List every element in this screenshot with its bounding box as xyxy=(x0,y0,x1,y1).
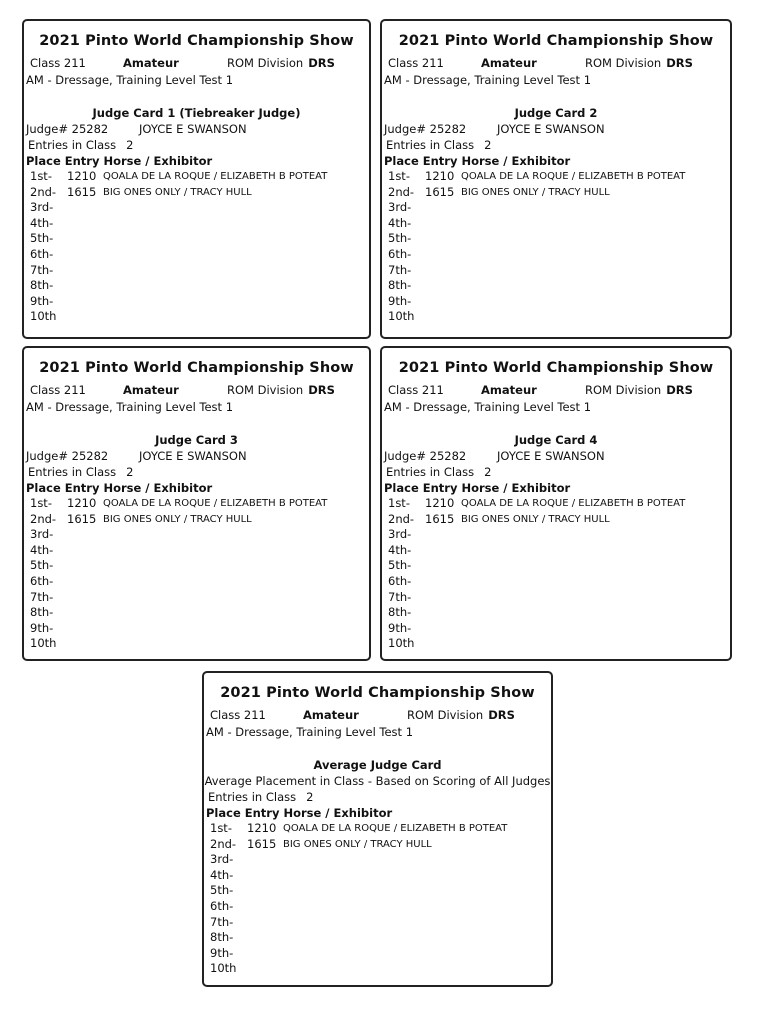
entries-label: Entries in Class xyxy=(386,465,475,479)
placing-row xyxy=(210,899,236,915)
placing-row xyxy=(210,915,236,931)
horse-exhibitor: QOALA DE LA ROQUE / ELIZABETH B POTEAT xyxy=(103,498,328,509)
placing-row xyxy=(388,511,610,528)
place-label: 10th xyxy=(388,309,415,324)
class-label: Class 211 xyxy=(388,56,444,70)
division-label: ROM Division xyxy=(227,383,304,397)
place-label: 2nd- xyxy=(30,184,57,199)
placing-row xyxy=(388,278,414,294)
horse-exhibitor: BIG ONES ONLY / TRACY HULL xyxy=(283,838,432,850)
division-code: DRS xyxy=(488,708,515,722)
class-description: AM - Dressage, Training Level Test 1 xyxy=(26,73,234,87)
placing-row xyxy=(388,231,414,247)
placing-row xyxy=(210,852,236,868)
place-label: 4th- xyxy=(30,542,54,557)
judge-line xyxy=(384,449,605,463)
placing-row xyxy=(388,216,414,232)
horse-exhibitor: BIG ONES ONLY / TRACY HULL xyxy=(461,513,610,525)
placing-row xyxy=(388,636,414,652)
placing-row xyxy=(388,605,414,621)
entries-label: Entries in Class xyxy=(208,790,297,804)
placing-row xyxy=(210,821,508,837)
placing-row xyxy=(30,527,56,543)
place-label: 4th- xyxy=(210,867,234,882)
place-label: 1st- xyxy=(388,496,410,510)
placing-row xyxy=(388,263,414,279)
placing-row xyxy=(30,200,56,216)
average-judge-card xyxy=(202,671,553,987)
place-label: 6th- xyxy=(30,573,54,588)
judge-name: JOYCE E SWANSON xyxy=(139,449,247,463)
place-label: 9th- xyxy=(30,293,54,308)
judge-number: Judge# 25282 xyxy=(384,449,467,463)
class-description: AM - Dressage, Training Level Test 1 xyxy=(384,73,592,87)
placing-row xyxy=(388,558,414,574)
column-header: Place Entry Horse / Exhibitor xyxy=(206,806,393,820)
placing-row xyxy=(30,247,56,263)
place-label: 7th- xyxy=(30,589,54,604)
placing-row xyxy=(30,184,252,201)
division xyxy=(585,383,693,397)
place-label: 1st- xyxy=(388,169,410,183)
placings-list xyxy=(388,169,686,325)
placing-row xyxy=(30,558,56,574)
placing-row xyxy=(388,621,414,637)
place-label: 8th- xyxy=(30,278,54,293)
entry-number: 1615 xyxy=(67,184,97,199)
place-label: 1st- xyxy=(210,821,232,835)
place-label: 5th- xyxy=(210,883,234,898)
division-code: DRS xyxy=(666,56,693,70)
entries-line xyxy=(386,465,491,479)
placing-row xyxy=(210,883,236,899)
place-label: 5th- xyxy=(388,231,412,246)
placing-row xyxy=(30,263,56,279)
placings-list xyxy=(210,821,508,977)
entries-line xyxy=(28,465,133,479)
placing-row xyxy=(30,496,328,512)
judge-card-title: Judge Card 3 xyxy=(155,433,238,447)
placing-row xyxy=(30,169,328,185)
division xyxy=(227,383,335,397)
place-label: 7th- xyxy=(30,262,54,277)
place-label: 5th- xyxy=(30,558,54,573)
place-label: 3rd- xyxy=(210,852,234,867)
show-title: 2021 Pinto World Championship Show xyxy=(398,360,714,376)
placing-row xyxy=(388,496,686,512)
placing-row xyxy=(388,200,414,216)
place-label: 5th- xyxy=(388,558,412,573)
entry-number: 1210 xyxy=(247,821,277,835)
place-label: 1st- xyxy=(30,169,52,183)
placings-list xyxy=(388,496,686,652)
place-label: 8th- xyxy=(388,278,412,293)
placings-list xyxy=(30,496,328,652)
show-title: 2021 Pinto World Championship Show xyxy=(39,360,354,376)
place-label: 9th- xyxy=(210,945,234,960)
horse-exhibitor: QOALA DE LA ROQUE / ELIZABETH B POTEAT xyxy=(461,498,686,509)
place-label: 7th- xyxy=(388,589,412,604)
placing-row xyxy=(30,605,56,621)
show-title: 2021 Pinto World Championship Show xyxy=(220,685,535,701)
entries-count: 2 xyxy=(306,790,314,804)
column-header: Place Entry Horse / Exhibitor xyxy=(26,481,213,495)
entry-number: 1210 xyxy=(67,496,97,510)
class-label: Class 211 xyxy=(30,383,86,397)
judge-number: Judge# 25282 xyxy=(26,122,109,136)
division-label: ROM Division xyxy=(585,383,662,397)
placing-row xyxy=(30,278,56,294)
division xyxy=(585,56,693,70)
place-label: 8th- xyxy=(30,605,54,620)
placing-row xyxy=(210,946,236,962)
class-type: Amateur xyxy=(123,56,179,70)
placing-row xyxy=(388,543,414,559)
entry-number: 1615 xyxy=(425,511,455,526)
placing-row xyxy=(30,309,56,325)
class-row xyxy=(30,383,335,397)
entry-number: 1210 xyxy=(425,496,455,510)
placing-row xyxy=(388,184,610,201)
judge-name: JOYCE E SWANSON xyxy=(497,449,605,463)
placing-row xyxy=(30,574,56,590)
place-label: 4th- xyxy=(388,542,412,557)
place-label: 4th- xyxy=(30,215,54,230)
place-label: 10th xyxy=(30,309,57,324)
place-label: 6th- xyxy=(30,246,54,261)
entries-count: 2 xyxy=(126,465,134,479)
placing-row xyxy=(388,309,414,325)
entry-number: 1615 xyxy=(425,184,455,199)
class-label: Class 211 xyxy=(388,383,444,397)
entry-number: 1615 xyxy=(67,511,97,526)
class-label: Class 211 xyxy=(210,708,266,722)
entries-line xyxy=(208,790,313,804)
judge-name: JOYCE E SWANSON xyxy=(497,122,605,136)
place-label: 9th- xyxy=(388,620,412,635)
entries-line xyxy=(28,138,133,152)
place-label: 4th- xyxy=(388,215,412,230)
entries-count: 2 xyxy=(484,138,492,152)
class-type: Amateur xyxy=(481,383,537,397)
division-code: DRS xyxy=(308,56,335,70)
show-title: 2021 Pinto World Championship Show xyxy=(398,33,714,49)
class-type: Amateur xyxy=(123,383,179,397)
horse-exhibitor: BIG ONES ONLY / TRACY HULL xyxy=(103,513,252,525)
division xyxy=(407,708,515,722)
place-label: 2nd- xyxy=(388,511,415,526)
division-label: ROM Division xyxy=(585,56,662,70)
judge-card-title: Judge Card 2 xyxy=(514,106,598,120)
place-label: 6th- xyxy=(388,246,412,261)
placing-row xyxy=(388,590,414,606)
column-header: Place Entry Horse / Exhibitor xyxy=(26,154,213,168)
placings-list xyxy=(30,169,328,325)
judge-number: Judge# 25282 xyxy=(26,449,109,463)
place-label: 2nd- xyxy=(210,836,237,851)
column-header: Place Entry Horse / Exhibitor xyxy=(384,481,571,495)
judge-line xyxy=(26,449,247,463)
class-row xyxy=(388,383,693,397)
division-label: ROM Division xyxy=(407,708,484,722)
placing-row xyxy=(210,836,432,853)
entries-label: Entries in Class xyxy=(386,138,475,152)
judge-card-title: Average Judge Card xyxy=(313,758,442,772)
entry-number: 1210 xyxy=(425,169,455,183)
place-label: 3rd- xyxy=(30,527,54,542)
placing-row xyxy=(30,294,56,310)
entries-label: Entries in Class xyxy=(28,138,117,152)
place-label: 10th xyxy=(388,636,415,651)
place-label: 3rd- xyxy=(388,200,412,215)
place-label: 2nd- xyxy=(388,184,415,199)
horse-exhibitor: BIG ONES ONLY / TRACY HULL xyxy=(461,186,610,198)
class-description: AM - Dressage, Training Level Test 1 xyxy=(384,400,592,414)
place-label: 8th- xyxy=(388,605,412,620)
entry-number: 1210 xyxy=(67,169,97,183)
place-label: 10th xyxy=(210,961,237,976)
judge-number: Judge# 25282 xyxy=(384,122,467,136)
class-description: AM - Dressage, Training Level Test 1 xyxy=(26,400,234,414)
place-label: 8th- xyxy=(210,930,234,945)
placing-row xyxy=(210,930,236,946)
placing-row xyxy=(30,543,56,559)
horse-exhibitor: QOALA DE LA ROQUE / ELIZABETH B POTEAT xyxy=(103,171,328,182)
placing-row xyxy=(388,169,686,185)
horse-exhibitor: QOALA DE LA ROQUE / ELIZABETH B POTEAT xyxy=(461,171,686,182)
place-label: 3rd- xyxy=(30,200,54,215)
judge-line xyxy=(384,122,605,136)
judge-card-4 xyxy=(380,346,732,661)
judge-card-title: Judge Card 4 xyxy=(514,433,598,447)
show-title: 2021 Pinto World Championship Show xyxy=(39,33,354,49)
place-label: 6th- xyxy=(388,573,412,588)
place-label: 7th- xyxy=(388,262,412,277)
entry-number: 1615 xyxy=(247,836,277,851)
division xyxy=(227,56,335,70)
place-label: 5th- xyxy=(30,231,54,246)
placing-row xyxy=(388,574,414,590)
class-label: Class 211 xyxy=(30,56,86,70)
horse-exhibitor: QOALA DE LA ROQUE / ELIZABETH B POTEAT xyxy=(283,823,508,834)
place-label: 1st- xyxy=(30,496,52,510)
column-header: Place Entry Horse / Exhibitor xyxy=(384,154,571,168)
placing-row xyxy=(30,231,56,247)
class-type: Amateur xyxy=(303,708,359,722)
placing-row xyxy=(388,294,414,310)
placing-row xyxy=(30,590,56,606)
division-label: ROM Division xyxy=(227,56,304,70)
judge-line xyxy=(26,122,247,136)
entries-label: Entries in Class xyxy=(28,465,117,479)
judge-name: JOYCE E SWANSON xyxy=(139,122,247,136)
judge-card-3 xyxy=(22,346,371,661)
placing-row xyxy=(210,868,236,884)
class-row xyxy=(388,56,693,70)
entries-count: 2 xyxy=(126,138,134,152)
placing-row xyxy=(30,216,56,232)
average-subtitle: Average Placement in Class - Based on Scoring of All Judges xyxy=(204,774,551,788)
place-label: 9th- xyxy=(30,620,54,635)
judge-card-2 xyxy=(380,19,732,339)
placing-row xyxy=(388,527,414,543)
division-code: DRS xyxy=(666,383,693,397)
place-label: 9th- xyxy=(388,293,412,308)
entries-count: 2 xyxy=(484,465,492,479)
division-code: DRS xyxy=(308,383,335,397)
judge-card-1 xyxy=(22,19,371,339)
placing-row xyxy=(30,636,56,652)
placing-row xyxy=(30,511,252,528)
class-description: AM - Dressage, Training Level Test 1 xyxy=(206,725,414,739)
judge-card-title: Judge Card 1 (Tiebreaker Judge) xyxy=(92,106,301,120)
entries-line xyxy=(386,138,491,152)
place-label: 10th xyxy=(30,636,57,651)
placing-row xyxy=(388,247,414,263)
place-label: 7th- xyxy=(210,914,234,929)
class-row xyxy=(30,56,335,70)
place-label: 6th- xyxy=(210,898,234,913)
place-label: 3rd- xyxy=(388,527,412,542)
class-row xyxy=(210,708,515,722)
placing-row xyxy=(210,961,236,977)
class-type: Amateur xyxy=(481,56,537,70)
horse-exhibitor: BIG ONES ONLY / TRACY HULL xyxy=(103,186,252,198)
place-label: 2nd- xyxy=(30,511,57,526)
placing-row xyxy=(30,621,56,637)
